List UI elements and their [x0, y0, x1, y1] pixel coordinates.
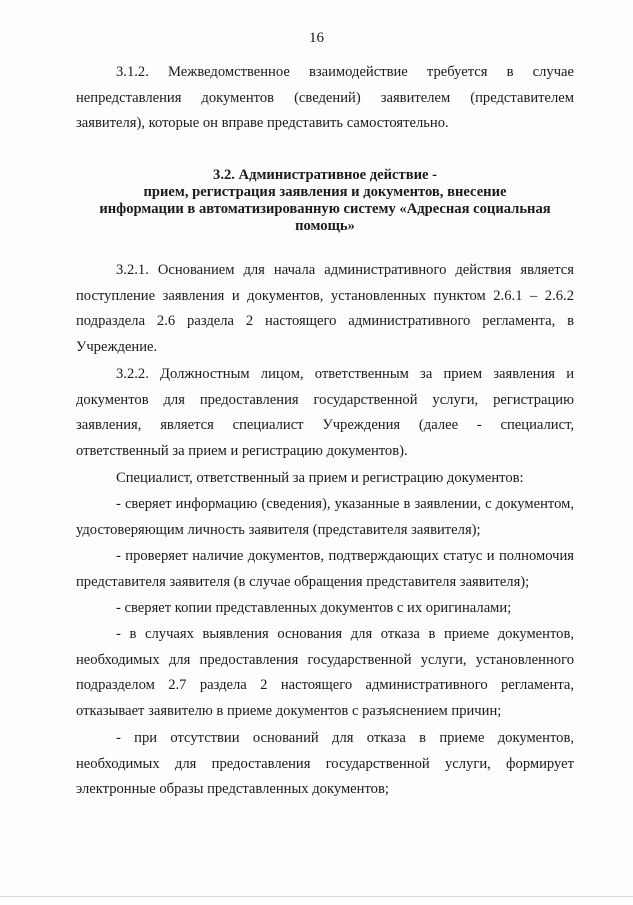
list-item-verify-copies: - сверяет копии представленных документов с их оригиналами; [116, 600, 512, 616]
paragraph-3-2-2: 3.2.2. Должностным лицом, ответственным за прием заявления и документов для предоставления государственной услуги, регистрацию заявления, является специалист Учреждения (далее - специалист, ответственный за прием и регистрацию документов). [76, 366, 574, 459]
list-item-form-images: - при отсутствии оснований для отказа в приеме документов, необходимых для предоставления государственной услуги, формирует электронные образы представленных документов; [76, 730, 574, 797]
heading-line-3: информации в автоматизированную систему «Адресная социальная [99, 201, 551, 217]
list-item-refusal: - в случаях выявления основания для отказа в приеме документов, необходимых для предоставления государственной услуги, установленного подразделом 2.7 раздела 2 настоящего административного регламента, отказывает заявителю в приеме документов с разъяснением причин; [76, 626, 574, 719]
list-item-check-documents: - проверяет наличие документов, подтверждающих статус и полномочия представителя заявителя (в случае обращения представителя заявителя); [76, 548, 574, 590]
heading-line-1: 3.2. Административное действие - [213, 167, 437, 183]
list-item-verify-info: - сверяет информацию (сведения), указанные в заявлении, с документом, удостоверяющим личность заявителя (представителя заявителя); [76, 496, 574, 538]
section-heading-3-2 [60, 167, 590, 235]
scan-edge-line [0, 896, 633, 897]
heading-line-2: прием, регистрация заявления и документов, внесение [143, 184, 507, 200]
paragraph-3-2-1: 3.2.1. Основанием для начала административного действия является поступление заявления и документов, установленных пунктом 2.6.1 – 2.6.2 подраздела 2.6 раздела 2 настоящего административного регламента, в Учреждение. [76, 262, 574, 355]
heading-line-4: помощь» [295, 218, 355, 234]
page-number: 16 [309, 30, 324, 46]
paragraph-specialist-intro: Специалист, ответственный за прием и регистрацию документов: [116, 470, 524, 486]
paragraph-3-1-2: 3.1.2. Межведомственное взаимодействие требуется в случае непредставления документов (сведений) заявителем (представителем заявителя), которые он вправе представить самостоятельно. [76, 64, 574, 131]
